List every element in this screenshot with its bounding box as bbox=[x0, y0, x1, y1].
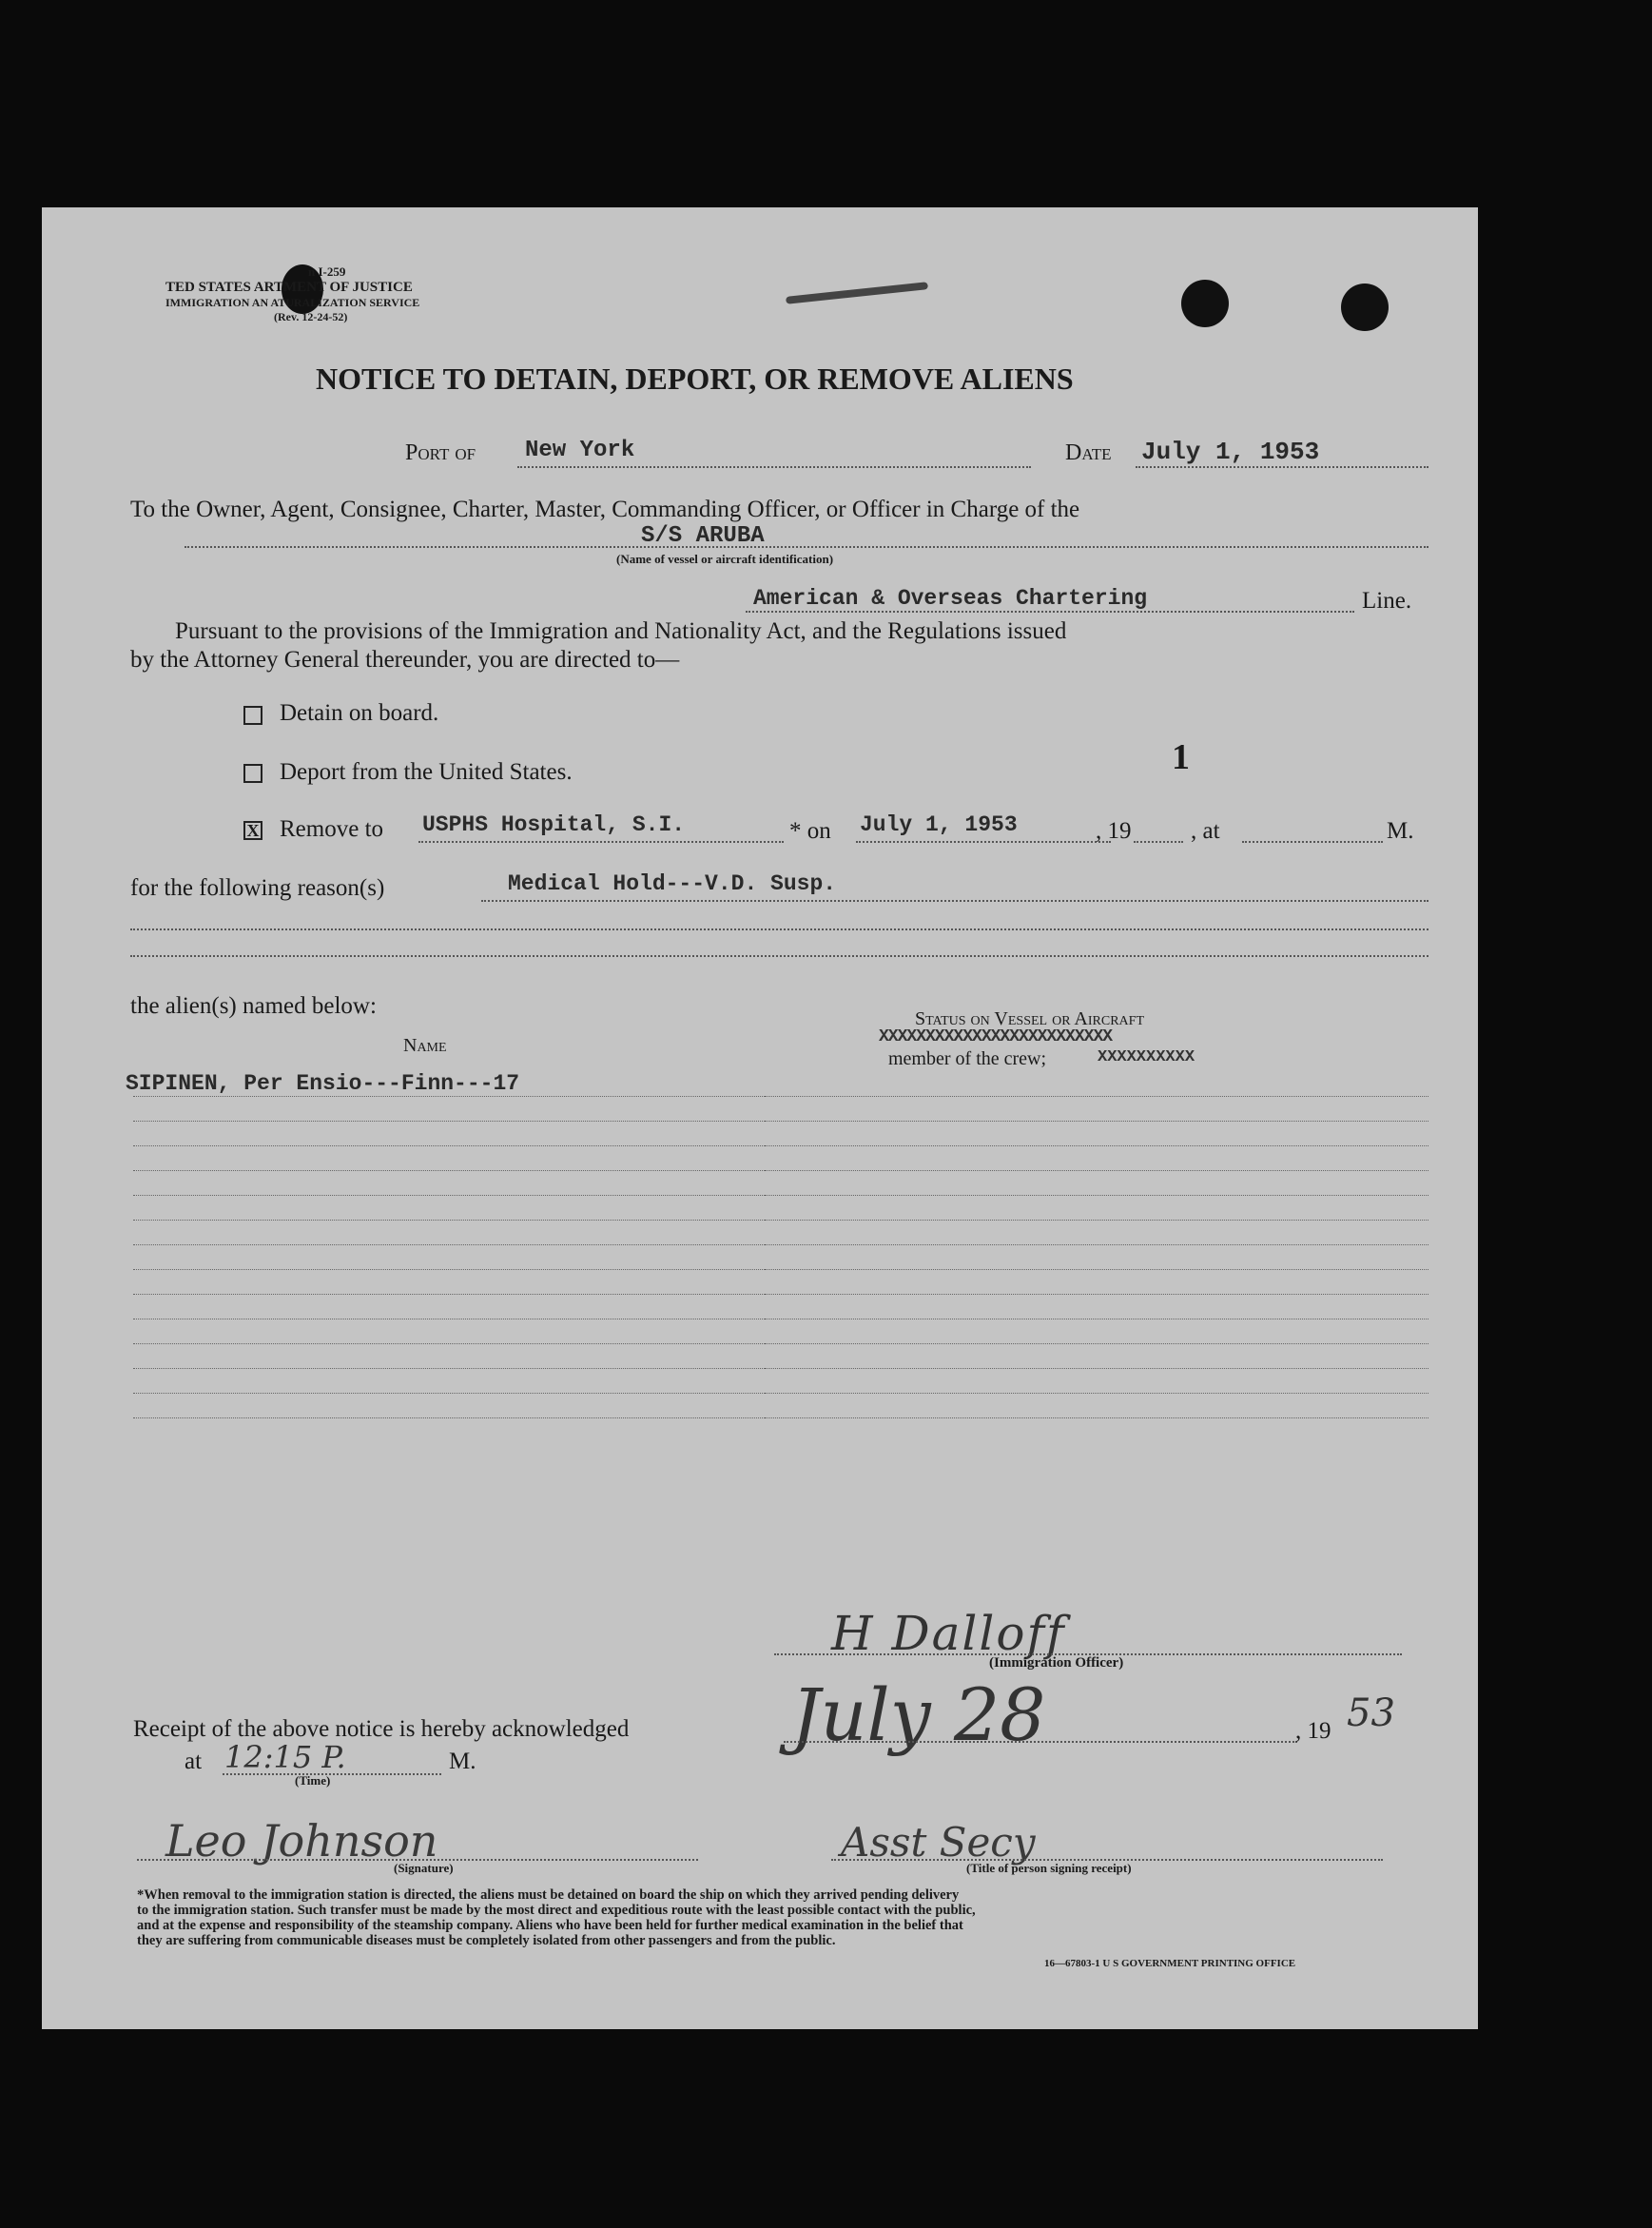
vessel-line bbox=[185, 546, 1428, 548]
deport-checkbox[interactable] bbox=[243, 764, 262, 783]
footnote-1: *When removal to the immigration station is directed, the aliens must be detained on board the ship on which they arrived pending delivery bbox=[137, 1887, 960, 1903]
ruled-line bbox=[133, 1220, 770, 1221]
ruled-line bbox=[133, 1244, 770, 1245]
vessel-value: S/S ARUBA bbox=[641, 523, 765, 549]
port-value: New York bbox=[525, 438, 635, 463]
receipt-year-hand: 53 bbox=[1347, 1691, 1395, 1735]
status-member-text: member of the crew; bbox=[888, 1048, 1047, 1069]
remove-year-line bbox=[1134, 841, 1183, 843]
receipt-time-m: M. bbox=[449, 1749, 476, 1774]
port-label: Port of bbox=[405, 440, 476, 465]
aliens-label: the alien(s) named below: bbox=[130, 993, 377, 1019]
remove-destination-line bbox=[418, 841, 784, 843]
date-label: Date bbox=[1065, 440, 1112, 465]
alien-name: SIPINEN, Per Ensio---Finn---17 bbox=[126, 1071, 520, 1096]
receipt-date-line bbox=[784, 1741, 1297, 1743]
receipt-signature-hand: Leo Johnson bbox=[165, 1815, 438, 1866]
ruled-line bbox=[133, 1393, 770, 1394]
ruled-line bbox=[765, 1121, 1428, 1122]
ruled-line bbox=[765, 1096, 1428, 1097]
printer-imprint: 16—67803-1 U S GOVERNMENT PRINTING OFFICE bbox=[1044, 1958, 1296, 1969]
receipt-title-hand: Asst Secy bbox=[841, 1819, 1036, 1866]
revision-date: (Rev. 12-24-52) bbox=[274, 310, 348, 323]
ruled-line bbox=[133, 1294, 770, 1295]
officer-caption: (Immigration Officer) bbox=[989, 1655, 1124, 1671]
remove-on-value: July 1, 1953 bbox=[860, 812, 1018, 837]
receipt-at-label: at bbox=[185, 1749, 203, 1774]
date-line bbox=[1136, 466, 1428, 468]
pursuant-text-1: Pursuant to the provisions of the Immigration and Nationality Act, and the Regulations issued bbox=[175, 618, 1067, 644]
ruled-line bbox=[765, 1244, 1428, 1245]
ruled-line bbox=[765, 1294, 1428, 1295]
reason-value: Medical Hold---V.D. Susp. bbox=[508, 871, 837, 896]
agency-line-1: TED STATES ARTMENT OF JUSTICE bbox=[165, 280, 413, 295]
reason-line-1 bbox=[481, 900, 1428, 902]
line-company-line bbox=[746, 611, 1354, 613]
receipt-time-caption: (Time) bbox=[295, 1773, 331, 1788]
ruled-line bbox=[133, 1170, 770, 1171]
ruled-line bbox=[765, 1417, 1428, 1418]
ruled-line bbox=[765, 1393, 1428, 1394]
port-line bbox=[517, 466, 1031, 468]
remove-on-label: * on bbox=[789, 818, 831, 844]
remove-label: Remove to bbox=[280, 816, 384, 842]
status-crossed-out: XXXXXXXXXXXXXXXXXXXXXXXXX bbox=[879, 1027, 1113, 1046]
ruled-line bbox=[133, 1417, 770, 1418]
receipt-date-hand: July 28 bbox=[791, 1672, 1046, 1757]
pursuant-text-2: by the Attorney General thereunder, you are directed to— bbox=[130, 647, 680, 673]
ruled-line bbox=[133, 1269, 770, 1270]
receipt-title-caption: (Title of person signing receipt) bbox=[966, 1861, 1132, 1875]
remove-m-label: M. bbox=[1387, 818, 1414, 844]
form-page bbox=[42, 207, 1478, 2029]
form-number: n I-259 bbox=[308, 264, 346, 279]
line-label: Line. bbox=[1362, 588, 1412, 614]
remove-destination: USPHS Hospital, S.I. bbox=[422, 812, 686, 837]
footnote-4: they are suffering from communicable diseases must be completely isolated from other passengers and from the public. bbox=[137, 1933, 836, 1948]
pen-stroke bbox=[786, 282, 928, 304]
name-column-header: Name bbox=[403, 1035, 447, 1056]
reason-line-3 bbox=[130, 955, 1428, 957]
ruled-line bbox=[765, 1269, 1428, 1270]
remove-at-line bbox=[1242, 841, 1383, 843]
remove-year-label: , 19 bbox=[1096, 818, 1132, 844]
receipt-time-hand: 12:15 P. bbox=[224, 1739, 346, 1775]
ruled-line bbox=[765, 1195, 1428, 1196]
footnote-2: to the immigration station. Such transfer must be made by the most direct and expeditious route with the least possible contact with the public, bbox=[137, 1903, 976, 1918]
detain-checkbox[interactable] bbox=[243, 706, 262, 725]
addressee-text: To the Owner, Agent, Consignee, Charter, Master, Commanding Officer, or Officer in Charge of the bbox=[130, 497, 1080, 522]
ruled-line bbox=[765, 1145, 1428, 1146]
deport-label: Deport from the United States. bbox=[280, 759, 573, 785]
ruled-line bbox=[765, 1220, 1428, 1221]
ruled-line bbox=[133, 1343, 770, 1344]
ruled-line bbox=[133, 1121, 770, 1122]
receipt-text: Receipt of the above notice is hereby acknowledged bbox=[133, 1716, 630, 1742]
date-value: July 1, 1953 bbox=[1141, 438, 1320, 466]
detain-label: Detain on board. bbox=[280, 700, 439, 726]
receipt-signature-caption: (Signature) bbox=[394, 1861, 454, 1875]
ruled-line bbox=[765, 1368, 1428, 1369]
form-title: NOTICE TO DETAIN, DEPORT, OR REMOVE ALIENS bbox=[316, 362, 1074, 396]
status-crossed-out-2: XXXXXXXXXX bbox=[1098, 1048, 1195, 1066]
ruled-line bbox=[133, 1145, 770, 1146]
ruled-line bbox=[133, 1096, 770, 1097]
remove-at-label: , at bbox=[1191, 818, 1220, 844]
punch-hole-right bbox=[1341, 283, 1389, 331]
ruled-line bbox=[133, 1368, 770, 1369]
receipt-year-label: , 19 bbox=[1295, 1718, 1331, 1744]
reason-line-2 bbox=[130, 928, 1428, 930]
officer-signature: H Dalloff bbox=[831, 1606, 1066, 1661]
line-company-value: American & Overseas Chartering bbox=[753, 586, 1148, 611]
receipt-time-line bbox=[223, 1773, 441, 1775]
count-mark: 1 bbox=[1172, 737, 1190, 777]
reason-label: for the following reason(s) bbox=[130, 875, 385, 901]
remove-on-line bbox=[856, 841, 1111, 843]
ruled-line bbox=[133, 1195, 770, 1196]
footnote-3: and at the expense and responsibility of the steamship company. Aliens who have been held for further medical examination in the belief that bbox=[137, 1918, 963, 1933]
ruled-line bbox=[765, 1343, 1428, 1344]
remove-checkbox[interactable]: X bbox=[243, 821, 262, 840]
ruled-line bbox=[765, 1170, 1428, 1171]
agency-line-2: IMMIGRATION AN ATURALIZATION SERVICE bbox=[165, 296, 420, 309]
status-column-header: Status on Vessel or Aircraft bbox=[915, 1008, 1145, 1029]
vessel-caption: (Name of vessel or aircraft identification) bbox=[616, 552, 834, 566]
punch-hole-left bbox=[1181, 280, 1229, 327]
